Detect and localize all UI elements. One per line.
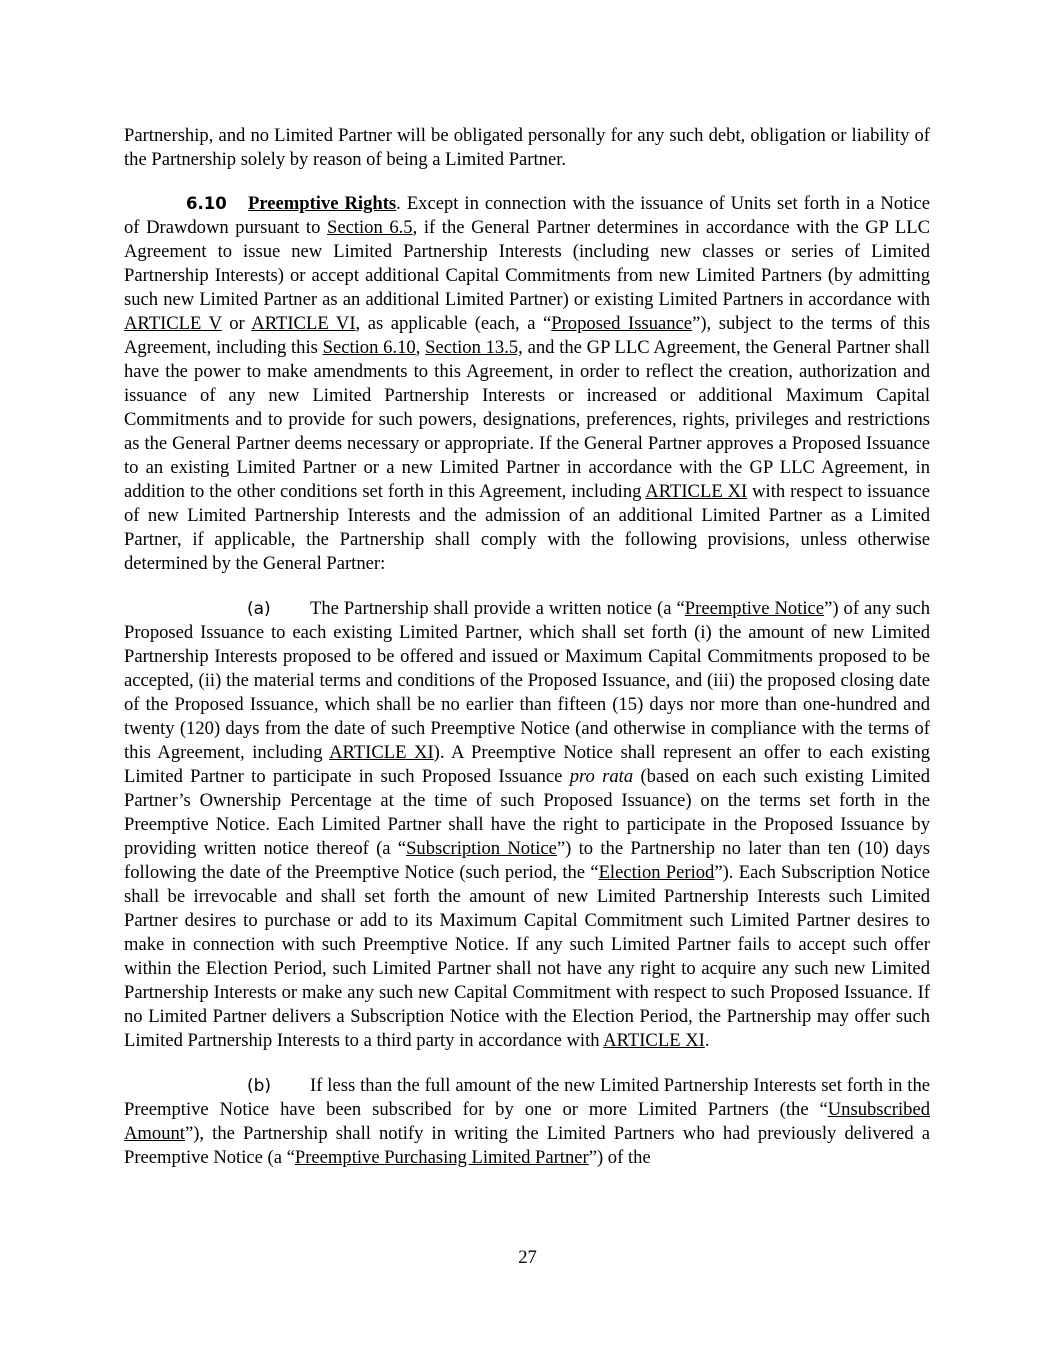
section-text: . Except in connection with the issuance of Units set forth in a Notice of Drawdown pursuant to: [124, 193, 930, 238]
clause-b-text: If less than the full amount of the new Limited Partnership Interests set forth in the Preemptive Notice have been subscribed for by one or more Limited Partners (the “: [124, 1075, 930, 1120]
section-text: ”), subject to the terms of this Agreement, including this: [124, 313, 931, 358]
document-page: [124, 124, 930, 1191]
defined-term-subscription-notice: Subscription Notice: [406, 838, 557, 859]
defined-term-election-period: Election Period: [598, 862, 715, 883]
clause-a-text: ”) of any such Proposed Issuance to each existing Limited Partner, which shall set forth (i) the amount of new Limited Partnership Interests proposed to be offered and issued or Maximum Capital Commitments proposed to be accepted, (ii) the material terms and conditions of the Proposed Issuance, and (iii) the proposed closing date of the Proposed Issuance, which shall be no earlier than fifteen (15) days nor more than one-hundred and twenty (120) days from the date of such Preemptive Notice (and otherwise in compliance with the terms of this Agreement, including: [124, 598, 931, 763]
pro-rata-term: pro rata: [569, 766, 634, 787]
ref-section-6-5: Section 6.5: [326, 217, 413, 238]
clause-a-text: .: [704, 1030, 710, 1051]
clause-b-label: (b): [247, 1076, 272, 1096]
clause-a-text: ”) to the Partnership no later than ten (10) days following the date of the Preemptive Notice (such period, the “: [124, 838, 931, 883]
section-text: , if the General Partner determines in accordance with the GP LLC Agreement to issue new Limited Partnership Interests (including new classes or series of Limited Partnership Interests) or accept additional Capital Commitments from new Limited Partners (by admitting such new Limited Partner as an additional Limited Partner) or existing Limited Partners in accordance with: [124, 217, 930, 310]
clause-a-paragraph: [124, 597, 930, 1053]
ref-article-vi: ARTICLE VI: [251, 313, 356, 334]
clause-b-text: ”) of the: [588, 1147, 651, 1168]
clause-a-text: ”). Each Subscription Notice shall be irrevocable and shall set forth the amount of new Limited Partnership Interests such Limited Partner desires to purchase or add to its Maximum Capital Commitment such Limited Partner desires to make in connection with such Preemptive Notice. If any such Limited Partner fails to accept such offer within the Election Period, such Limited Partner shall not have any right to acquire any such new Limited Partnership Interests or make any such new Capital Commitment with respect to such Proposed Issuance. If no Limited Partner delivers a Subscription Notice with the Election Period, the Partnership may offer such Limited Partnership Interests to a third party in accordance with: [124, 862, 931, 1051]
ref-article-xi: ARTICLE XI: [329, 742, 434, 763]
clause-b-text: ”), the Partnership shall notify in writing the Limited Partners who had previously delivered a Preemptive Notice (a “: [124, 1123, 930, 1168]
ref-article-xi: ARTICLE XI: [603, 1030, 705, 1051]
intro-paragraph: Partnership, and no Limited Partner will be obligated personally for any such debt, obligation or liability of the Partnership solely by reason of being a Limited Partner.: [124, 125, 930, 170]
clause-b-paragraph: [124, 1074, 930, 1170]
page-number: 27: [518, 1247, 537, 1268]
ref-article-xi: ARTICLE XI: [645, 481, 748, 502]
section-text: , as applicable (each, a “: [355, 313, 552, 334]
clause-a-text: The Partnership shall provide a written notice (a “: [310, 598, 685, 619]
section-6-10-paragraph: [124, 192, 930, 576]
clause-a-text: (based on each such existing Limited Partner’s Ownership Percentage at the time of such Proposed Issuance) on the terms set forth in the Preemptive Notice. Each Limited Partner shall have the right to participate in the Proposed Issuance by providing written notice thereof (a “: [124, 766, 930, 859]
section-text: with respect to issuance of new Limited Partnership Interests and the admission of an additional Limited Partner as a Limited Partner, if applicable, the Partnership shall comply with the following provisions, unless otherwise determined by the General Partner:: [124, 481, 930, 574]
defined-term-preemptive-purchasing-limited-partner: Preemptive Purchasing Limited Partner: [294, 1147, 589, 1168]
ref-article-v: ARTICLE V: [124, 313, 222, 334]
clause-a-text: ). A Preemptive Notice shall represent an offer to each existing Limited Partner to participate in such Proposed Issuance: [124, 742, 930, 787]
defined-term-unsubscribed-amount: Unsubscribed Amount: [124, 1099, 930, 1144]
ref-section-6-10: Section 6.10: [322, 337, 416, 358]
section-text: or: [221, 313, 252, 334]
defined-term-proposed-issuance: Proposed Issuance: [551, 313, 693, 334]
section-text: ,: [415, 337, 426, 358]
ref-section-13-5: Section 13.5,: [425, 337, 523, 358]
section-number: 6.10: [186, 194, 227, 213]
defined-term-preemptive-notice: Preemptive Notice: [684, 598, 825, 619]
section-title: Preemptive Rights: [248, 193, 397, 214]
section-text: and the GP LLC Agreement, the General Partner shall have the power to make amendments to this Agreement, in order to reflect the creation, authorization and issuance of any new Limited Partnership Interests or increased or additional Maximum Capital Commitments and to provide for such powers, designations, preferences, rights, privileges and restrictions as the General Partner deems necessary or appropriate. If the General Partner approves a Proposed Issuance to an existing Limited Partner or a new Limited Partner in accordance with the GP LLC Agreement, in addition to the other conditions set forth in this Agreement, including: [124, 337, 930, 502]
clause-a-label: (a): [247, 599, 271, 619]
